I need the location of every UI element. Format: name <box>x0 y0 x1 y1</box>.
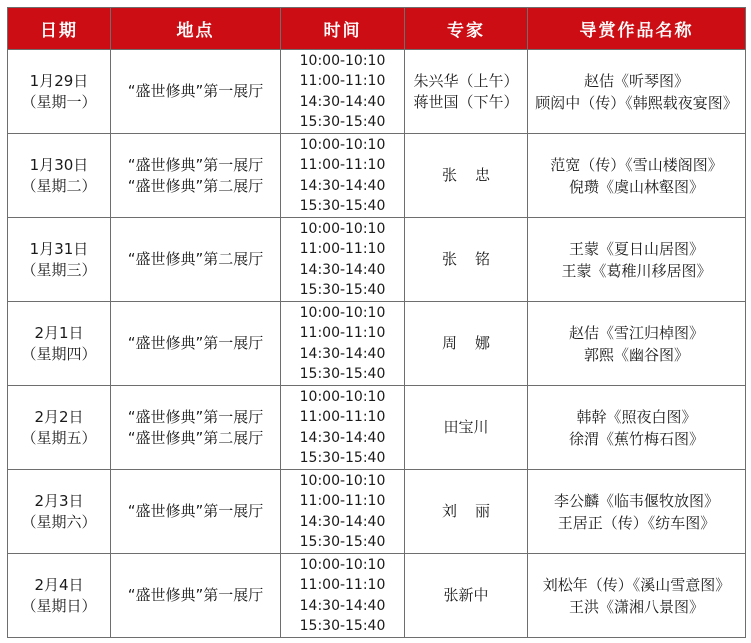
expert-name: 蒋世国（下午） <box>413 92 519 111</box>
date-cell <box>8 302 111 386</box>
expert-cell <box>405 218 528 302</box>
time-slot: 10:00-10:10 <box>299 304 386 321</box>
table-header <box>8 8 746 50</box>
date-cell <box>8 470 111 554</box>
date-text: 2月4日 <box>34 575 84 594</box>
expert-cell <box>405 470 528 554</box>
location-text: “盛世修典”第一展厅 <box>127 82 264 100</box>
date-text: 2月3日 <box>34 491 84 510</box>
work-title: 王洪《潇湘八景图》 <box>568 597 704 616</box>
work-title: 范宽（传）《雪山楼阁图》 <box>550 155 723 174</box>
work-title: 韩幹《照夜白图》 <box>576 407 697 426</box>
time-slot: 11:00-11:10 <box>299 493 386 509</box>
weekday-text: （星期二） <box>21 176 97 195</box>
work-title: 王蒙《夏日山居图》 <box>568 239 704 258</box>
works-cell <box>528 134 746 218</box>
table-row <box>8 386 746 470</box>
time-cell <box>281 50 405 134</box>
location-cell <box>111 386 281 470</box>
time-slot: 15:30-15:40 <box>299 618 386 634</box>
work-title: 徐渭《蕉竹梅石图》 <box>568 429 704 448</box>
time-slot: 15:30-15:40 <box>299 450 386 466</box>
location-text: “盛世修典”第一展厅 <box>127 407 264 426</box>
date-cell <box>8 554 111 638</box>
work-title: 王蒙《葛稚川移居图》 <box>561 261 712 280</box>
header-time: 时间 <box>281 8 405 50</box>
date-text: 2月2日 <box>34 407 84 426</box>
works-cell <box>528 218 746 302</box>
time-slot: 15:30-15:40 <box>299 366 386 382</box>
header-row <box>8 8 746 50</box>
time-slot: 14:30-14:40 <box>299 345 386 362</box>
time-slot: 11:00-11:10 <box>299 241 386 257</box>
time-cell <box>281 554 405 638</box>
header-location: 地点 <box>111 8 281 50</box>
table-body <box>8 50 746 638</box>
time-slot: 10:00-10:10 <box>299 52 386 69</box>
weekday-text: （星期四） <box>21 344 97 363</box>
location-text: “盛世修典”第一展厅 <box>127 502 264 520</box>
date-text: 1月30日 <box>29 155 89 174</box>
location-text: “盛世修典”第二展厅 <box>127 176 264 195</box>
time-cell <box>281 218 405 302</box>
date-text: 1月31日 <box>29 239 89 258</box>
date-text: 2月1日 <box>34 323 84 342</box>
location-cell <box>111 218 281 302</box>
schedule-table <box>7 7 746 638</box>
works-cell <box>528 470 746 554</box>
work-title: 赵佶《听琴图》 <box>583 71 689 90</box>
time-slot: 14:30-14:40 <box>299 93 386 110</box>
table-row <box>8 554 746 638</box>
time-slot: 15:30-15:40 <box>299 282 386 298</box>
time-slot: 11:00-11:10 <box>299 157 386 173</box>
location-text: “盛世修典”第一展厅 <box>127 155 264 174</box>
location-cell <box>111 134 281 218</box>
table-row <box>8 470 746 554</box>
expert-cell <box>405 134 528 218</box>
expert-name: 张新中 <box>443 586 489 604</box>
location-text: “盛世修典”第一展厅 <box>127 586 264 604</box>
time-slot: 14:30-14:40 <box>299 429 386 446</box>
header-expert: 专家 <box>405 8 528 50</box>
works-cell <box>528 554 746 638</box>
date-cell <box>8 134 111 218</box>
location-cell <box>111 302 281 386</box>
works-cell <box>528 302 746 386</box>
expert-cell <box>405 302 528 386</box>
table-row <box>8 218 746 302</box>
time-cell <box>281 386 405 470</box>
time-slot: 14:30-14:40 <box>299 597 386 614</box>
location-cell <box>111 554 281 638</box>
table-row <box>8 302 746 386</box>
time-slot: 11:00-11:10 <box>299 577 386 593</box>
work-title: 王居正（传）《纺车图》 <box>557 513 716 532</box>
expert-name: 朱兴华（上午） <box>413 71 519 90</box>
table-row <box>8 50 746 134</box>
time-slot: 10:00-10:10 <box>299 220 386 237</box>
location-cell <box>111 470 281 554</box>
location-text: “盛世修典”第一展厅 <box>127 334 264 352</box>
expert-name: 张忠 <box>441 166 508 184</box>
table-row <box>8 134 746 218</box>
weekday-text: （星期日） <box>21 596 97 615</box>
weekday-text: （星期五） <box>21 428 97 447</box>
expert-name: 田宝川 <box>443 418 489 436</box>
location-text: “盛世修典”第二展厅 <box>127 428 264 447</box>
time-slot: 15:30-15:40 <box>299 114 386 130</box>
location-text: “盛世修典”第二展厅 <box>127 250 264 268</box>
work-title: 顾闳中（传）《韩熙载夜宴图》 <box>535 93 738 112</box>
date-cell <box>8 218 111 302</box>
expert-cell <box>405 50 528 134</box>
time-slot: 15:30-15:40 <box>299 534 386 550</box>
location-cell <box>111 50 281 134</box>
time-cell <box>281 134 405 218</box>
expert-cell <box>405 554 528 638</box>
time-slot: 14:30-14:40 <box>299 261 386 278</box>
work-title: 郭熙《幽谷图》 <box>583 345 689 364</box>
time-slot: 10:00-10:10 <box>299 556 386 573</box>
date-cell <box>8 50 111 134</box>
weekday-text: （星期一） <box>21 92 97 111</box>
time-slot: 10:00-10:10 <box>299 388 386 405</box>
works-cell <box>528 50 746 134</box>
time-slot: 15:30-15:40 <box>299 198 386 214</box>
time-slot: 14:30-14:40 <box>299 177 386 194</box>
time-cell <box>281 470 405 554</box>
time-slot: 14:30-14:40 <box>299 513 386 530</box>
works-cell <box>528 386 746 470</box>
time-slot: 11:00-11:10 <box>299 409 386 425</box>
time-slot: 10:00-10:10 <box>299 472 386 489</box>
weekday-text: （星期三） <box>21 260 97 279</box>
header-works: 导赏作品名称 <box>528 8 746 50</box>
time-cell <box>281 302 405 386</box>
expert-cell <box>405 386 528 470</box>
date-text: 1月29日 <box>29 71 89 90</box>
date-cell <box>8 386 111 470</box>
work-title: 刘松年（传）《溪山雪意图》 <box>542 575 731 594</box>
expert-name: 刘丽 <box>441 502 508 520</box>
time-slot: 10:00-10:10 <box>299 136 386 153</box>
work-title: 倪瓒《虞山林壑图》 <box>568 177 704 196</box>
expert-name: 张铭 <box>441 250 508 268</box>
expert-name: 周娜 <box>441 334 508 352</box>
work-title: 赵佶《雪江归棹图》 <box>568 323 704 342</box>
work-title: 李公麟《临韦偃牧放图》 <box>553 491 719 510</box>
weekday-text: （星期六） <box>21 512 97 531</box>
header-date: 日期 <box>8 8 111 50</box>
time-slot: 11:00-11:10 <box>299 73 386 89</box>
time-slot: 11:00-11:10 <box>299 325 386 341</box>
